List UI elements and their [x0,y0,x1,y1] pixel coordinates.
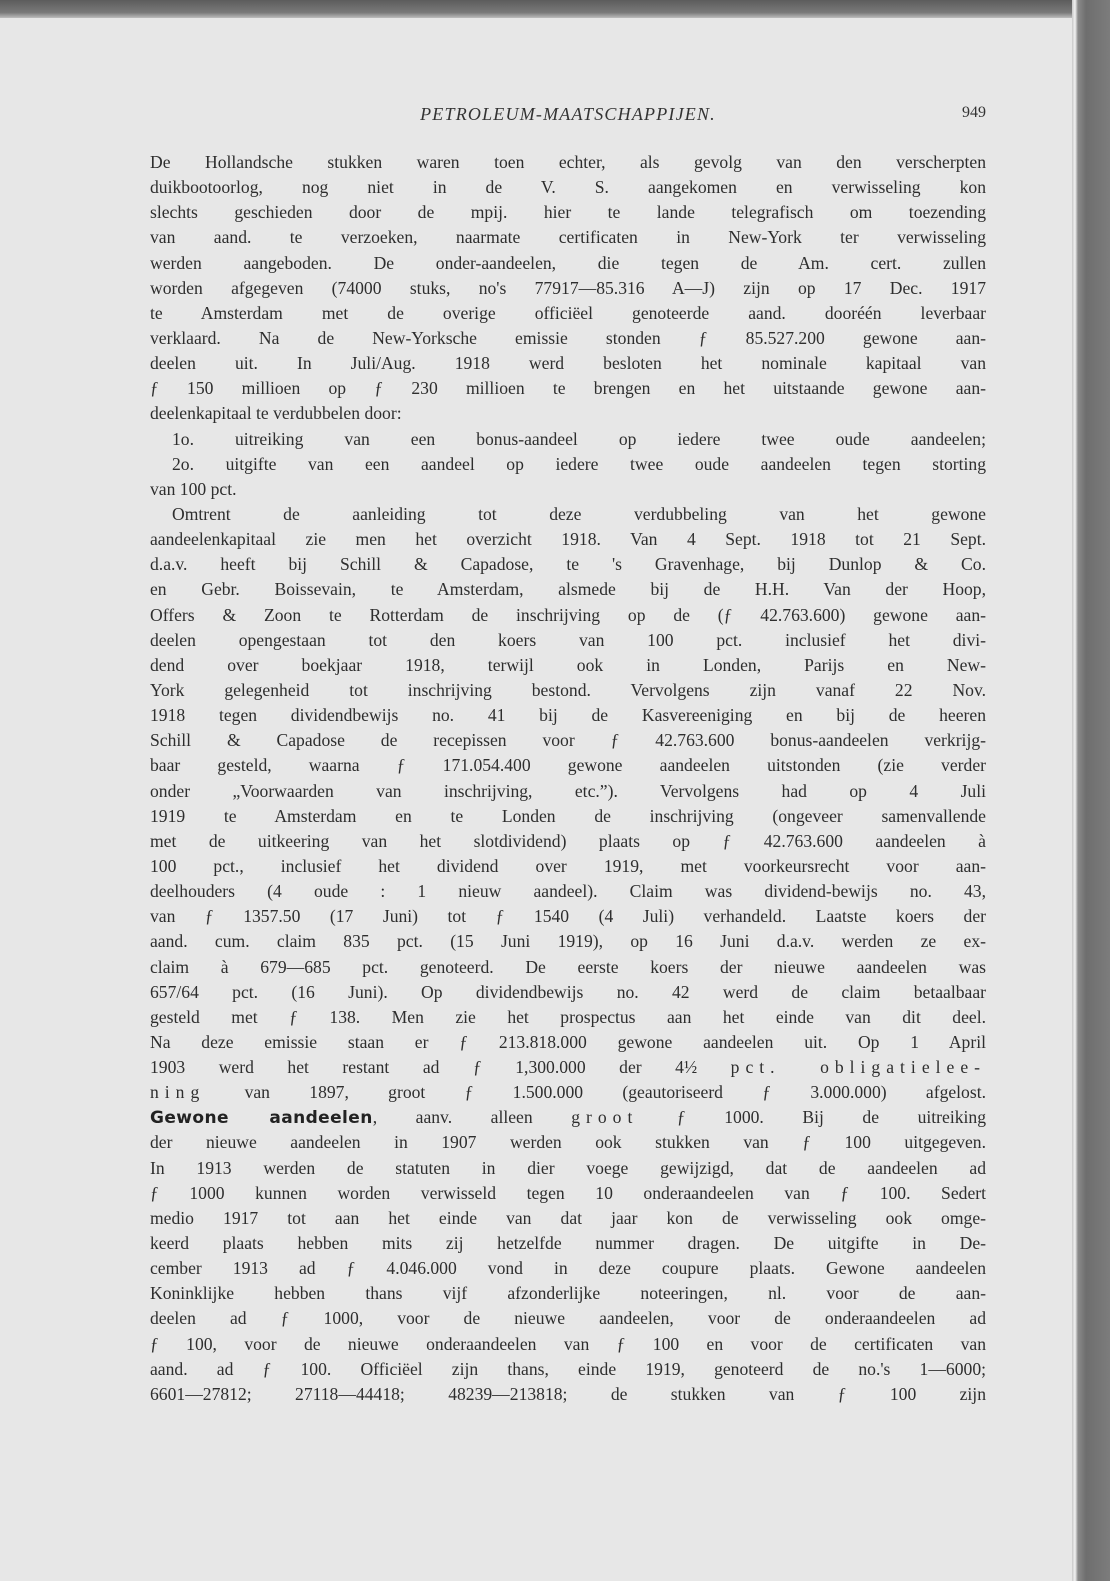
text-line: werden aangeboden. De onder-aandeelen, die tegen de Am. cert. zullen [150,252,986,273]
text-line: 6601—27812; 27118—44418; 48239—213818; de stukken van ƒ 100 zijn [150,1383,986,1404]
list-item: 1o. uitreiking van een bonus-aandeel op iedere twee oude aandeelen; [172,428,986,449]
text-line: d.a.v. heeft bij Schill & Capadose, te 's Gravenhage, bij Dunlop & Co. [150,554,986,575]
page-number: 949 [962,104,986,121]
running-title: PETROLEUM-MAATSCHAPPIJEN. [420,104,716,124]
text-line: Koninklijke hebben thans vijf afzonderlijke noteeringen, nl. voor de aan- [150,1283,986,1304]
text-line: keerd plaats hebben mits zij hetzelfde nummer dragen. De uitgifte in De- [150,1233,986,1254]
text-line: Offers & Zoon te Rotterdam de inschrijving op de (ƒ 42.763.600) gewone aan- [150,604,986,625]
text-line: aandeelenkapitaal zie men het overzicht 1918. Van 4 Sept. 1918 tot 21 Sept. [150,529,986,550]
text-line: In 1913 werden de statuten in dier voege gewijzigd, dat de aandeelen ad [150,1157,986,1178]
text-line: deelenkapitaal te verdubbelen door: [150,403,402,424]
text-line: deelhouders (4 oude : 1 nieuw aandeel). Claim was dividend-bewijs no. 43, [150,881,986,902]
text-line: baar gesteld, waarna ƒ 171.054.400 gewone aandeelen uitstonden (zie verder [150,755,986,776]
text-fragment: ƒ 1000. Bij de uitreiking [638,1107,986,1128]
text-fragment: van 1897, groot ƒ 1.500.000 (geautoriseerd ƒ 3.000.000) afgelost. [205,1082,986,1103]
section-heading: Gewone aandeelen [150,1108,373,1129]
spaced-text: groot [571,1107,639,1128]
text-line: van aand. te verzoeken, naarmate certificaten in New-York ter verwisseling [150,227,986,248]
list-item: 2o. uitgifte van een aandeel op iedere twee oude aandeelen tegen storting [172,453,986,474]
text-line: 1919 te Amsterdam en te Londen de inschrijving (ongeveer samenvallende [150,805,986,826]
text-line: der nieuwe aandeelen in 1907 werden ook stukken van ƒ 100 uitgegeven. [150,1132,986,1153]
section-heading-line [150,1105,986,1130]
text-line: ƒ 100, voor de nieuwe onderaandeelen van ƒ 100 en voor de certificaten van [150,1333,986,1354]
page-top-edge [0,0,1110,18]
text-line: met de uitkeering van het slotdividend) plaats op ƒ 42.763.600 aandeelen à [150,830,986,851]
text-line: gesteld met ƒ 138. Men zie het prospectus aan het einde van dit deel. [150,1006,986,1027]
running-head [150,104,986,128]
text-line: 1918 tegen dividendbewijs no. 41 bij de Kasvereeniging en bij de heeren [150,705,986,726]
text-line: van 100 pct. [150,478,237,499]
text-line: deelen uit. In Juli/Aug. 1918 werd besloten het nominale kapitaal van [150,353,986,374]
body-text [150,150,986,1407]
text-fragment: , aanv. alleen [372,1107,572,1128]
text-line: duikbootoorlog, nog niet in de V. S. aangekomen en verwisseling kon [150,177,986,198]
text-line: aand. ad ƒ 100. Officiëel zijn thans, einde 1919, genoteerd de no.'s 1—6000; [150,1358,986,1379]
text-line: te Amsterdam met de overige officiëel genoteerde aand. dooréén leverbaar [150,302,986,323]
text-line: 100 pct., inclusief het dividend over 1919, met voorkeursrecht voor aan- [150,855,986,876]
text-line: Schill & Capadose de recepissen voor ƒ 42.763.600 bonus-aandeelen verkrijg- [150,730,986,751]
text-line: slechts geschieden door de mpij. hier te lande telegrafisch om toezending [150,202,986,223]
text-line: en Gebr. Boissevain, te Amsterdam, alsmede bij de H.H. Van der Hoop, [150,579,986,600]
text-line: York gelegenheid tot inschrijving bestond. Vervolgens zijn vanaf 22 Nov. [150,679,986,700]
text-line: van ƒ 1357.50 (17 Juni) tot ƒ 1540 (4 Juli) verhandeld. Laatste koers der [150,906,986,927]
text-line: Omtrent de aanleiding tot deze verdubbeling van het gewone [172,503,986,524]
text-line: deelen opengestaan tot den koers van 100 pct. inclusief het divi- [150,629,986,650]
text-line [150,1080,986,1105]
text-fragment: 1903 werd het restant ad ƒ 1,300.000 der 4½ [150,1057,731,1078]
text-line: worden afgegeven (74000 stuks, no's 77917—85.316 A—J) zijn op 17 Dec. 1917 [150,277,986,298]
text-line: ƒ 1000 kunnen worden verwisseld tegen 10 onderaandeelen van ƒ 100. Sedert [150,1182,986,1203]
text-line: Na deze emissie staan er ƒ 213.818.000 gewone aandeelen uit. Op 1 April [150,1031,986,1052]
text-line: verklaard. Na de New-Yorksche emissie stonden ƒ 85.527.200 gewone aan- [150,327,986,348]
text-line: De Hollandsche stukken waren toen echter, als gevolg van den verscherpten [150,152,986,172]
text-line: aand. cum. claim 835 pct. (15 Juni 1919), op 16 Juni d.a.v. werden ze ex- [150,931,986,952]
spaced-text: pct. obligatielee- [730,1057,986,1078]
text-line: medio 1917 tot aan het einde van dat jaar kon de verwisseling ook omge- [150,1207,986,1228]
text-line: dend over boekjaar 1918, terwijl ook in Londen, Parijs en New- [150,654,986,675]
text-line: ƒ 150 millioen op ƒ 230 millioen te brengen en het uitstaande gewone aan- [150,378,986,399]
text-line: deelen ad ƒ 1000, voor de nieuwe aandeelen, voor de onderaandeelen ad [150,1308,986,1329]
text-line: claim à 679—685 pct. genoteerd. De eerste koers der nieuwe aandeelen was [150,956,986,977]
text-line: cember 1913 ad ƒ 4.046.000 vond in deze coupure plaats. Gewone aandeelen [150,1258,986,1279]
text-line [150,1055,986,1080]
book-spine-edge [1072,0,1110,1581]
text-line: onder „Voorwaarden van inschrijving, etc.”). Vervolgens had op 4 Juli [150,780,986,801]
spaced-text: ning [150,1082,206,1103]
text-line: 657/64 pct. (16 Juni). Op dividendbewijs no. 42 werd de claim betaalbaar [150,981,986,1002]
